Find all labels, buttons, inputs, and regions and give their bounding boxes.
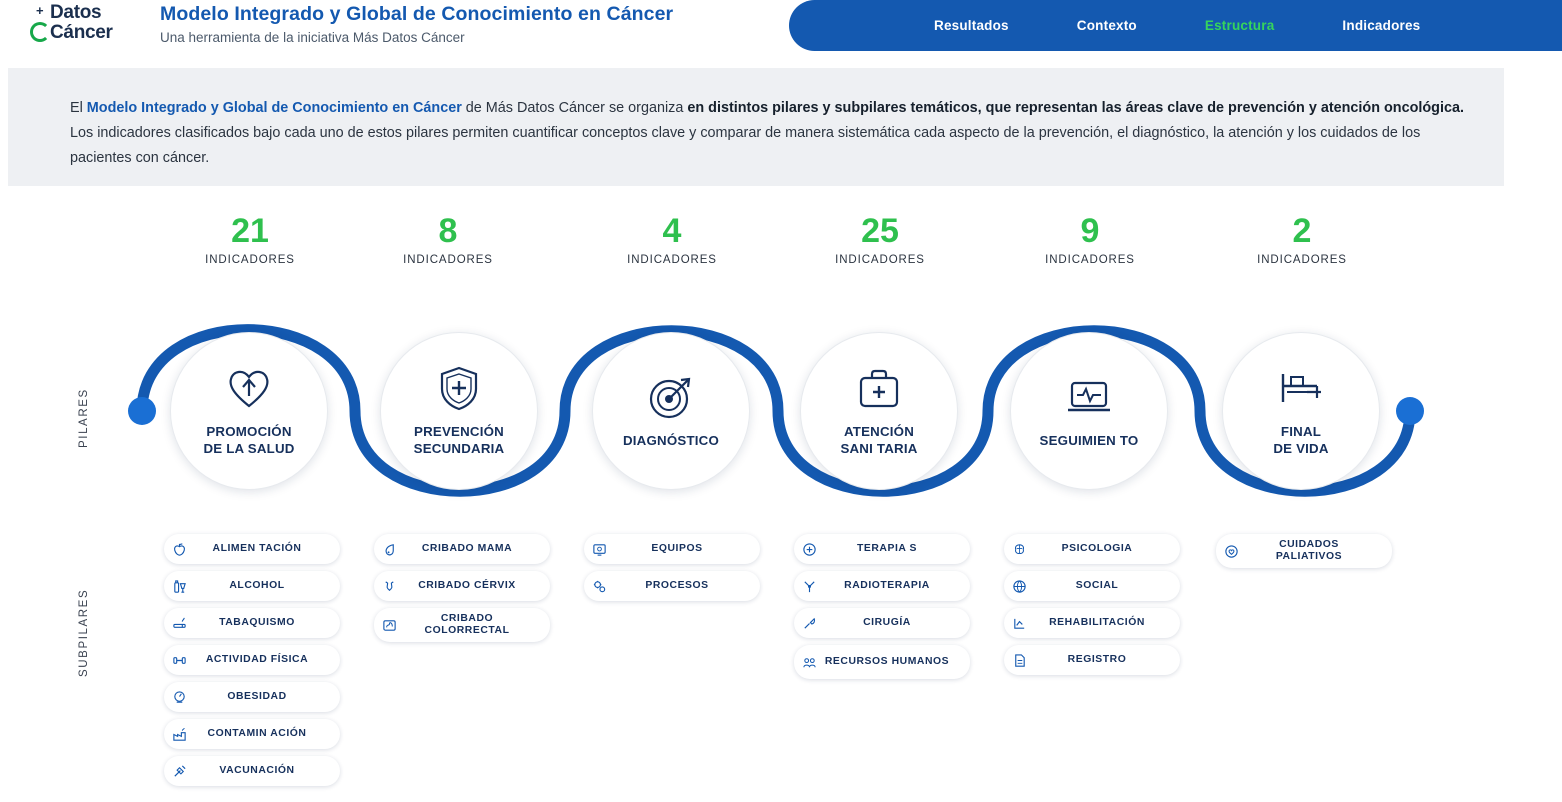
pillar-name-line1: FINAL — [1280, 424, 1322, 439]
subpillar-label: CRIBADO CÉRVIX — [418, 580, 516, 591]
subpillar-chip[interactable] — [794, 645, 970, 679]
subpillar-chip[interactable] — [1216, 534, 1392, 568]
people-icon — [794, 655, 824, 670]
factory-icon — [164, 727, 194, 742]
subpillar-chip[interactable] — [374, 571, 550, 601]
shield-cross-icon — [438, 365, 480, 411]
subpillar-chip[interactable] — [1004, 608, 1180, 638]
breast-icon — [374, 542, 404, 557]
subpillar-chip[interactable] — [164, 682, 340, 712]
brain-icon — [1004, 542, 1034, 557]
subpillar-column-6 — [1216, 534, 1392, 575]
logo-line2: Cáncer — [50, 22, 113, 43]
subpillar-chip[interactable] — [1004, 534, 1180, 564]
document-icon — [1004, 653, 1034, 668]
uterus-icon — [374, 579, 404, 594]
subpillar-label: CUIDADOS PALIATIVOS — [1275, 539, 1343, 562]
pillar-name-line1: SEGUIMIEN TO — [1039, 432, 1139, 448]
count-value: 8 — [438, 212, 458, 250]
subpillar-chip[interactable] — [1004, 645, 1180, 675]
subpillar-label: CRIBADO COLORRECTAL — [424, 613, 510, 636]
pillar-name-line2: SANI TARIA — [840, 441, 918, 456]
subpillar-chip[interactable] — [1004, 571, 1180, 601]
subpillar-label: REGISTRO — [1067, 654, 1127, 665]
pillar-name-line1: ATENCIÓN — [843, 424, 915, 439]
subpillar-label: REHABILITACIÓN — [1049, 617, 1145, 628]
bottle-glass-icon — [164, 579, 194, 594]
subpillar-column-3 — [584, 534, 760, 608]
count-value: 2 — [1292, 212, 1312, 250]
pillar-name-line1: DIAGNÓSTICO — [622, 432, 720, 448]
subpillar-chip[interactable] — [584, 571, 760, 601]
subpillar-chip[interactable] — [164, 534, 340, 564]
subpillar-label: PROCESOS — [645, 580, 709, 591]
nav-item-estructura[interactable]: Estructura — [1204, 18, 1275, 33]
logo[interactable] — [24, 2, 142, 48]
subpillar-label: RADIOTERAPIA — [844, 580, 930, 591]
axis-label-pilares: PILARES — [78, 388, 90, 448]
scale-icon — [164, 690, 194, 705]
app-header — [0, 0, 1562, 51]
intro-panel — [8, 68, 1504, 186]
subpillar-chip[interactable] — [164, 645, 340, 675]
heart-arrow-up-icon — [226, 365, 272, 411]
nav-item-indicadores[interactable]: Indicadores — [1342, 18, 1421, 33]
subpillar-chip[interactable] — [374, 534, 550, 564]
subpillar-chip[interactable] — [164, 608, 340, 638]
subpillar-chip[interactable] — [164, 571, 340, 601]
intro-seg1: El — [70, 100, 87, 116]
pillar-final-de-vida[interactable] — [1222, 332, 1380, 490]
subpillar-label: ALCOHOL — [229, 580, 285, 591]
page-title-block — [160, 3, 673, 45]
hospital-bed-icon — [1277, 365, 1325, 411]
subpillar-label: ACTIVIDAD FÍSICA — [205, 654, 309, 665]
count-label: INDICADORES — [1045, 254, 1135, 266]
laptop-pulse-icon — [1065, 374, 1113, 420]
subpillar-label: SOCIAL — [1075, 580, 1119, 591]
pillar-atencion-sanitaria[interactable] — [800, 332, 958, 490]
subpillar-label: CONTAMIN ACIÓN — [207, 728, 307, 739]
page-title: Modelo Integrado y Global de Conocimiento en Cáncer — [160, 3, 674, 25]
pill-circle-icon — [794, 542, 824, 557]
count-label: INDICADORES — [627, 254, 717, 266]
subpillar-label: VACUNACIÓN — [219, 765, 295, 776]
page-subtitle: Una herramienta de la iniciativa Más Datos Cáncer — [160, 30, 465, 45]
rehab-icon — [1004, 616, 1034, 631]
subpillar-column-1 — [164, 534, 340, 793]
subpillar-chip[interactable] — [794, 534, 970, 564]
count-value: 9 — [1080, 212, 1100, 250]
subpillar-chip[interactable] — [794, 608, 970, 638]
pillar-name-line1: PREVENCIÓN — [414, 424, 504, 439]
intro-seg3: de Más Datos Cáncer se organiza — [461, 100, 688, 116]
pillar-promocion-de-la-salud[interactable] — [170, 332, 328, 490]
subpillar-label: PSICOLOGIA — [1061, 543, 1133, 554]
medical-briefcase-icon — [856, 365, 902, 411]
pillar-prevencion-secundaria[interactable] — [380, 332, 538, 490]
radiation-icon — [794, 579, 824, 594]
count-label: INDICADORES — [403, 254, 493, 266]
pillar-name-line2: SECUNDARIA — [413, 441, 505, 456]
colon-scan-icon — [374, 618, 404, 633]
logo-line1: Datos — [50, 2, 102, 23]
subpillar-label: CIRUGÍA — [863, 617, 911, 628]
gears-icon — [584, 579, 614, 594]
subpillar-label: ALIMEN TACIÓN — [212, 543, 302, 554]
subpillar-label: RECURSOS HUMANOS — [824, 656, 950, 667]
subpillar-chip[interactable] — [794, 571, 970, 601]
intro-seg5: Los indicadores clasificados bajo cada uno de estos pilares permiten cuantificar conceptos clave y comparar de manera sistemática cada aspecto de la prevención, el diagnóstico, la atención y los cuidados de los pacientes con cáncer. — [70, 125, 1421, 166]
subpillar-label: TABAQUISMO — [219, 617, 295, 628]
logo-ring-icon — [30, 22, 50, 42]
heart-hands-icon — [1216, 544, 1246, 559]
structure-diagram — [0, 186, 1562, 802]
logo-plus-icon: + — [36, 3, 44, 18]
intro-model-link[interactable]: Modelo Integrado y Global de Conocimiento en Cáncer — [86, 100, 462, 116]
subpillar-column-5 — [1004, 534, 1180, 682]
scalpel-icon — [794, 616, 824, 631]
syringe-icon — [164, 764, 194, 779]
target-arrow-icon — [648, 374, 694, 420]
subpillar-label: CRIBADO MAMA — [421, 543, 513, 554]
subpillar-chip[interactable] — [584, 534, 760, 564]
pillar-name-line1: PROMOCIÓN — [206, 424, 292, 439]
subpillar-chip[interactable] — [374, 608, 550, 642]
main-nav — [900, 0, 1562, 51]
pillar-name-line2: DE VIDA — [1273, 441, 1329, 456]
subpillar-column-4 — [794, 534, 970, 686]
count-value: 25 — [861, 212, 899, 250]
subpillar-label: OBESIDAD — [227, 691, 287, 702]
cigarette-icon — [164, 616, 194, 631]
axis-label-subpilares: SUBPILARES — [78, 588, 90, 678]
subpillar-chip[interactable] — [164, 756, 340, 786]
count-value: 21 — [231, 212, 269, 250]
globe-icon — [1004, 579, 1034, 594]
monitor-icon — [584, 542, 614, 557]
nav-item-contexto[interactable]: Contexto — [1076, 18, 1137, 33]
pillar-diagnostico[interactable] — [592, 332, 750, 490]
pillar-seguimiento[interactable] — [1010, 332, 1168, 490]
pillar-name-line2: DE LA SALUD — [203, 441, 295, 456]
count-label: INDICADORES — [1257, 254, 1347, 266]
count-label: INDICADORES — [205, 254, 295, 266]
nav-item-resultados[interactable]: Resultados — [934, 18, 1009, 33]
subpillar-column-2 — [374, 534, 550, 649]
subpillar-label: EQUIPOS — [651, 543, 703, 554]
subpillar-label: TERAPIA S — [857, 543, 917, 554]
intro-text — [70, 96, 1478, 171]
count-label: INDICADORES — [835, 254, 925, 266]
dumbbell-icon — [164, 653, 194, 668]
intro-seg4: en distintos pilares y subpilares temáticos, que representan las áreas clave de prevención y atención oncológica. — [687, 100, 1464, 116]
apple-icon — [164, 542, 194, 557]
count-value: 4 — [662, 212, 682, 250]
subpillar-chip[interactable] — [164, 719, 340, 749]
